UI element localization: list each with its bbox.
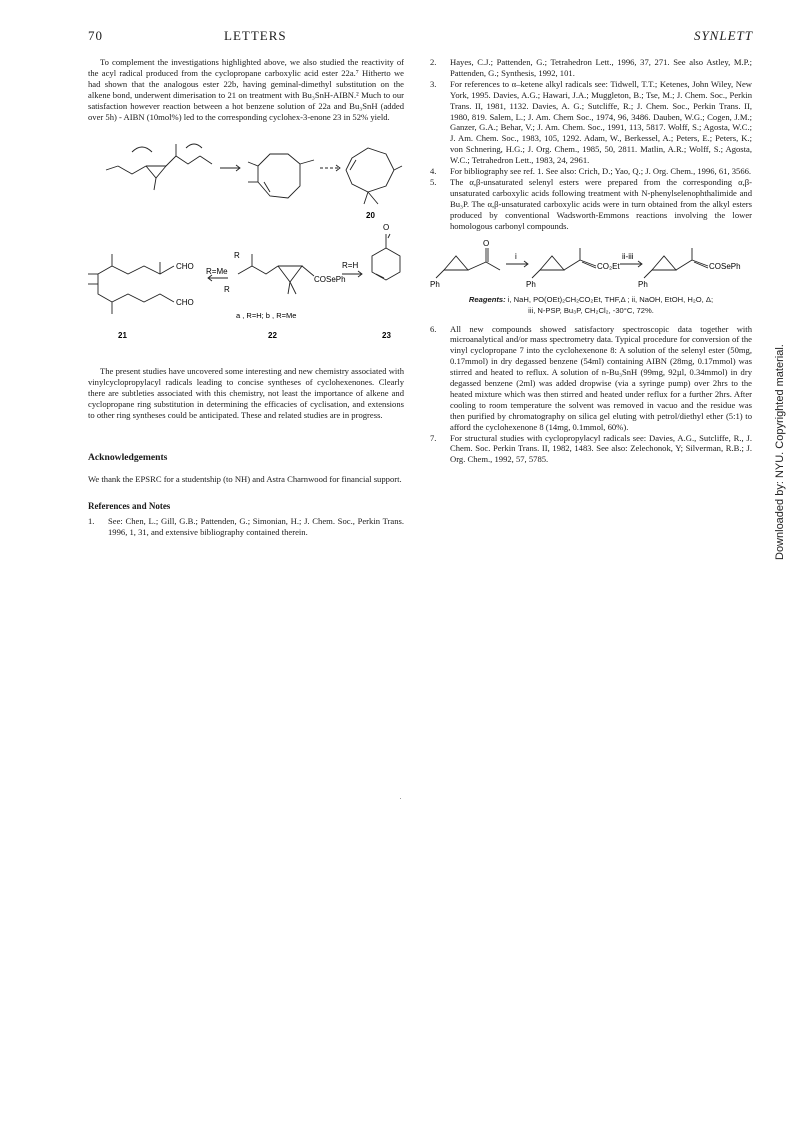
left-column xyxy=(88,57,404,538)
ref-number: 2. xyxy=(430,57,437,67)
page-number: 70 xyxy=(88,28,103,43)
step-2-label: ii-iii xyxy=(622,251,634,261)
reagents-caption xyxy=(430,294,752,316)
ref-number: 1. xyxy=(88,515,95,526)
label-23: 23 xyxy=(382,331,391,341)
ph-label-2: Ph xyxy=(526,279,536,289)
ref-number: 6. xyxy=(430,323,437,334)
reference-1 xyxy=(88,516,404,538)
reference-6 xyxy=(430,324,752,433)
page-speck xyxy=(400,798,401,799)
ref-text: All new compounds showed satisfactory spectroscopic data together with microanalytical and/or mass spectrometry data. Typical procedure for conversion of the vinyl cyclopropane 7 into the cyclohexenone 8: A solution of the selenyl ester (50mg, 0.17mmol) in dry degassed benzene (54ml) containing AIBN (28mg, 0.17mmol) was stirred and heated to reflux. A solution of n-Bu₃SnH (99mg, 92µl, 0.34mmol) in dry degassed benzene (2ml) was added dropwise (via a syringe pump) over 2hrs to the heated mixture which was then stirred and heated under reflux for a further 2hrs. After cooling to room temperature the solvent was removed in vacuo and the residue was then purified by chromatography on silica gel eluting with petrol/diethyl ether (5:1) to afford the cyclohexenone 8 (14mg, 0.1mmol, 60%). xyxy=(450,323,752,432)
variants-label: a , R=H; b , R=Me xyxy=(236,311,297,321)
journal-name: SYNLETT xyxy=(693,28,753,43)
r-label-1: R xyxy=(234,251,240,261)
ref-number: 5. xyxy=(430,176,437,187)
reagents-line-1: i, NaH, PO(OEt)₂CH₂CO₂Et, THF,Δ ; ii, NaOH, EtOH, H₂O, Δ; xyxy=(507,294,714,304)
step-1-label: i xyxy=(515,251,517,261)
reference-2 xyxy=(430,57,752,79)
label-21: 21 xyxy=(118,331,127,341)
ref-number: 4. xyxy=(430,166,437,177)
reagents-label: Reagents: xyxy=(468,294,506,304)
ref-number: 7. xyxy=(430,432,437,443)
section-label: LETTERS xyxy=(224,28,287,43)
download-watermark: Downloaded by: NYU. Copyrighted material. xyxy=(774,344,786,560)
r-label-2: R xyxy=(224,285,230,295)
right-column xyxy=(430,57,752,465)
cosePh-label: COSePh xyxy=(314,275,346,285)
co2et-label: CO₂Et xyxy=(597,261,620,271)
ref-text: For references to α–ketene alkyl radicals see: Tidwell, T.T.; Ketenes, John Wiley, New York, 1995. Davies, A.G.; Hawari, J.A.; Muggleton, B.; Tse, M.; J. Chem. Soc., Perkin Trans. II, 1981, 1132. Davies, A. G.; Sutcliffe, R.; J. Chem. Soc., Perkin Trans. II, 1980, 819. Salem, L.; J. Am. Chem Soc., 1974, 96, 3486. Dauben, W.G.; Cogen, J.M.; Ganzer, G.A.; Behar, V.; J. Am. Chem. Soc., 1991, 113, 5817. Wolff, S.; Agosta, W.C.; J. Am. Chem. Soc., 1983, 105, 1292. Adam, W., Berkessel, A.; Peters, E.; Peters, K.; von Schnering, H.G.; J. Org. Chem., 1985, 50, 2811. Matlin, A.R.; Wolff, S.; Agosta, W.C.; Tetrahedron Lett., 1983, 24, 2961. xyxy=(450,78,752,166)
label-22: 22 xyxy=(268,331,277,341)
o-label: O xyxy=(383,223,390,233)
o-label: O xyxy=(483,238,490,248)
ref-number: 3. xyxy=(430,78,437,89)
references-heading: References and Notes xyxy=(88,500,171,511)
ref-text: For structural studies with cyclopropylacyl radicals see: Davies, A.G., Sutcliffe, R., J. Chem. Soc. Perkin Trans. II, 1982, 1483. See also: Zelechonok, Y; Silverman, R.B.; J. Org. Chem., 1992, 57, 5785. xyxy=(450,432,752,465)
ph-label-3: Ph xyxy=(638,279,648,289)
scheme-2 xyxy=(430,238,752,290)
reagents-line-2: iii, N-PSP, Bu₃P, CH₂Cl₂, -30°C, 72%. xyxy=(528,305,654,315)
scheme-1 xyxy=(88,126,404,344)
intro-paragraph: To complement the investigations highlighted above, we also studied the reactivity of the acyl radical produced from the cyclopropane carboxylic acid ester 22a.⁷ Hitherto we had shown that the analogous ester 22b, having geminal-dimethyl substitution on the alkene bond, underwent dimerisation to 21 on treatment with Bu₃SnH-AIBN.² Much to our satisfaction however reaction between a hot benzene solution of 22a and Bu₃SnH (added over 5h) - AIBN (10mol%) led to the corresponding cyclohex-3-enone 23 in 52% yield. xyxy=(88,57,404,122)
acknowledgements-text: We thank the EPSRC for a studentship (to NH) and Astra Charnwood for financial support. xyxy=(88,473,402,484)
ref-text: See: Chen, L.; Gill, G.B.; Pattenden, G.; Simonian, H.; J. Chem. Soc., Perkin Trans. 1996, 1, 31, and extensive bibliography contained therein. xyxy=(108,515,404,537)
ref-text: The α,β-unsaturated selenyl esters were prepared from the corresponding α,β-unsaturated carboxylic acids following treatment with N-phenylselenophthalimide and Bu₃P. The α,β-unsaturated carboxylic acids were in turn obtained from the alkyl esters produced by conventional Wadsworth-Emmons reactions involving the lower homologous carbonyl compounds. xyxy=(450,176,752,231)
ref-text: For bibliography see ref. 1. See also: Crich, D.; Yao, Q.; J. Org. Chem., 1996, 61, 3566. xyxy=(450,166,752,177)
reference-7 xyxy=(430,433,752,466)
acknowledgements-heading: Acknowledgements xyxy=(88,451,168,463)
cosePh-label: COSePh xyxy=(709,261,741,271)
arrow-r-h: R=H xyxy=(342,261,359,271)
conclusion-paragraph: The present studies have uncovered some interesting and new chemistry associated with vinylcyclopropylacyl radicals leading to concise syntheses of cyclohexenones. Clearly there are subtleties associated with this chemistry, not least the importance of alkene and cyclopropane ring substitution in determining the efficacies of cyclisation, and extensions to other ring syntheses could be anticipated. These and related studies are in progress. xyxy=(88,366,404,421)
reference-5 xyxy=(430,177,752,232)
ph-label-1: Ph xyxy=(430,279,440,289)
ref-text: Hayes, C.J.; Pattenden, G.; Tetrahedron Lett., 1996, 37, 271. See also Astley, M.P.; Pattenden, G.; Synthesis, 1992, 101. xyxy=(450,57,752,78)
reference-3 xyxy=(430,79,752,166)
arrow-r-me: R=Me xyxy=(206,267,228,277)
label-20: 20 xyxy=(366,211,375,221)
cho-bottom: CHO xyxy=(176,298,194,308)
reference-4 xyxy=(430,166,752,177)
cho-top: CHO xyxy=(176,262,194,272)
